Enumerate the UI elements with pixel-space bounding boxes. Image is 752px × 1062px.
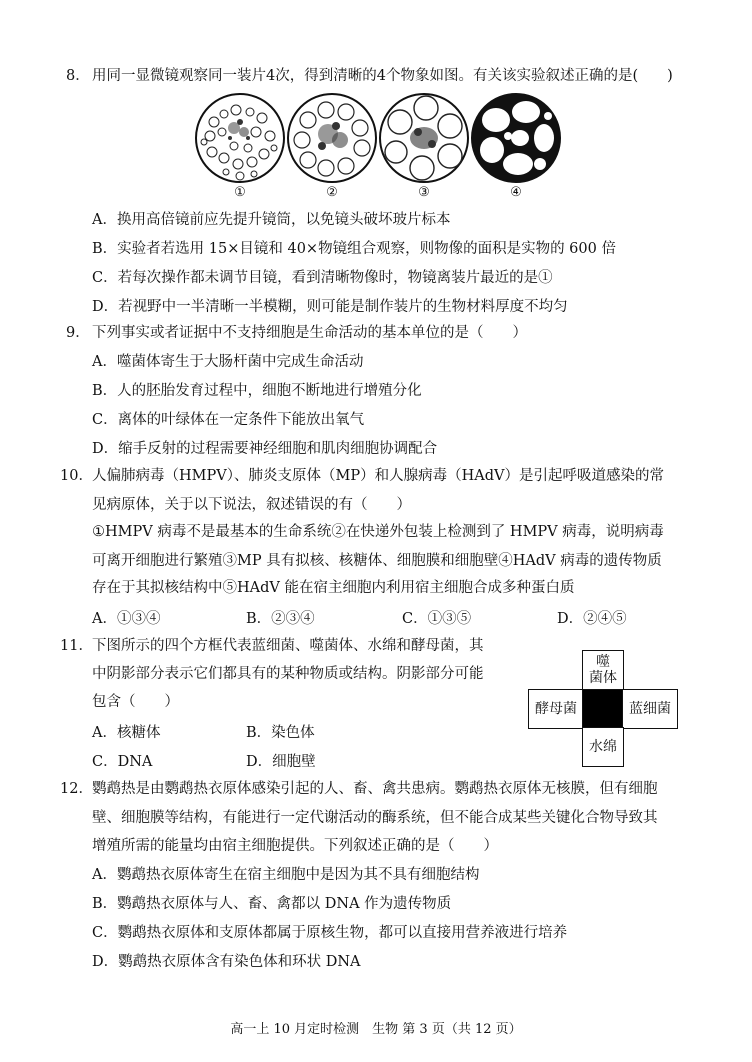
- q11-option-d: D．细胞壁: [246, 754, 316, 770]
- q8-number: 8．: [66, 68, 90, 84]
- q12-stem-line-1: 鹦鹉热是由鹦鹉热衣原体感染引起的人、畜、禽共患病。鹦鹉热衣原体无核膜，但有细胞: [92, 781, 658, 797]
- q12-option-d: D．鹦鹉热衣原体含有染色体和环状 DNA: [92, 954, 361, 970]
- q10-stem-line-1: 人偏肺病毒（HMPV）、肺炎支原体（MP）和人腺病毒（HAdV）是引起呼吸道感染的常: [92, 468, 664, 484]
- q10-option-a: A．①③④: [92, 611, 161, 627]
- q10-stem-line-5: 存在于其拟核结构中⑤HAdV 能在宿主细胞内利用宿主细胞合成多种蛋白质: [92, 580, 575, 596]
- q11-number: 11．: [60, 638, 93, 654]
- page-footer: 高一上 10 月定时检测 生物 第 3 页（共 12 页）: [230, 1022, 522, 1037]
- q12-option-c: C．鹦鹉热衣原体和支原体都属于原核生物，都可以直接用营养液进行培养: [92, 925, 568, 941]
- q9-stem: 下列事实或者证据中不支持细胞是生命活动的基本单位的是（ ）: [92, 325, 527, 341]
- q8-option-a: A．换用高倍镜前应先提升镜筒，以免镜头破坏玻片标本: [92, 212, 451, 228]
- q10-stem-line-2: 见病原体，关于以下说法，叙述错误的有（ ）: [92, 497, 411, 513]
- q11-option-a: A．核糖体: [92, 725, 161, 741]
- microscope-view-2: [286, 92, 378, 184]
- q9-option-b: B．人的胚胎发育过程中，细胞不断地进行增殖分化: [92, 383, 422, 399]
- q11-stem-line-1: 下图所示的四个方框代表蓝细菌、噬菌体、水绵和酵母菌，其: [92, 638, 484, 654]
- microscope-label-2: ②: [326, 185, 338, 200]
- q9-number: 9．: [66, 325, 90, 341]
- microscope-label-1: ①: [234, 185, 246, 200]
- q11-stem-line-3: 包含（ ）: [92, 694, 179, 710]
- box-phage: 噬 菌体: [582, 650, 624, 690]
- q12-stem-line-3: 增殖所需的能量均由宿主细胞提供。下列叙述正确的是（ ）: [92, 838, 498, 854]
- q8-stem: 用同一显微镜观察同一装片4次，得到清晰的4个物象如图。有关该实验叙述正确的是( ): [92, 68, 673, 84]
- q8-option-c: C．若每次操作都未调节目镜，看到清晰物像时，物镜离装片最近的是①: [92, 270, 553, 286]
- box-yeast: 酵母菌: [528, 689, 584, 729]
- q12-option-b: B．鹦鹉热衣原体与人、畜、禽都以 DNA 作为遗传物质: [92, 896, 452, 912]
- q12-option-a: A．鹦鹉热衣原体寄生在宿主细胞中是因为其不具有细胞结构: [92, 867, 480, 883]
- q9-option-c: C．离体的叶绿体在一定条件下能放出氧气: [92, 412, 365, 428]
- microscope-label-3: ③: [418, 185, 430, 200]
- q11-option-c: C．DNA: [92, 754, 153, 770]
- q10-stem-line-3: ①HMPV 病毒不是最基本的生命系统②在快递外包装上检测到了 HMPV 病毒，说明病毒: [92, 524, 664, 540]
- q9-option-d: D．缩手反射的过程需要神经细胞和肌肉细胞协调配合: [92, 441, 438, 457]
- microscope-view-3: [378, 92, 470, 184]
- box-spirogyra: 水绵: [582, 727, 624, 767]
- q11-stem-line-2: 中阴影部分表示它们都具有的某种物质或结构。阴影部分可能: [92, 666, 484, 682]
- q12-number: 12．: [60, 781, 93, 797]
- q10-number: 10．: [60, 468, 93, 484]
- q10-option-c: C．①③⑤: [402, 611, 472, 627]
- q10-option-b: B．②③④: [246, 611, 315, 627]
- q8-option-d: D．若视野中一半清晰一半模糊，则可能是制作装片的生物材料厚度不均匀: [92, 299, 568, 315]
- box-cyanobacteria: 蓝细菌: [622, 689, 678, 729]
- q11-option-b: B．染色体: [246, 725, 315, 741]
- shaded-overlap-box: [582, 689, 624, 729]
- q10-option-d: D．②④⑤: [557, 611, 627, 627]
- q10-stem-line-4: 可离开细胞进行繁殖③MP 具有拟核、核糖体、细胞膜和细胞壁④HAdV 病毒的遗传物质: [92, 553, 662, 569]
- q8-option-b: B．实验者若选用 15×目镜和 40×物镜组合观察，则物像的面积是实物的 600 倍: [92, 241, 616, 257]
- q12-stem-line-2: 壁、细胞膜等结构，有能进行一定代谢活动的酶系统，但不能合成某些关键化合物导致其: [92, 810, 658, 826]
- microscope-view-4: [470, 92, 562, 184]
- microscope-label-4: ④: [510, 185, 522, 200]
- microscope-images: [190, 92, 560, 202]
- organism-overlap-diagram: [528, 650, 678, 770]
- q9-option-a: A．噬菌体寄生于大肠杆菌中完成生命活动: [92, 354, 364, 370]
- microscope-view-1: [194, 92, 286, 184]
